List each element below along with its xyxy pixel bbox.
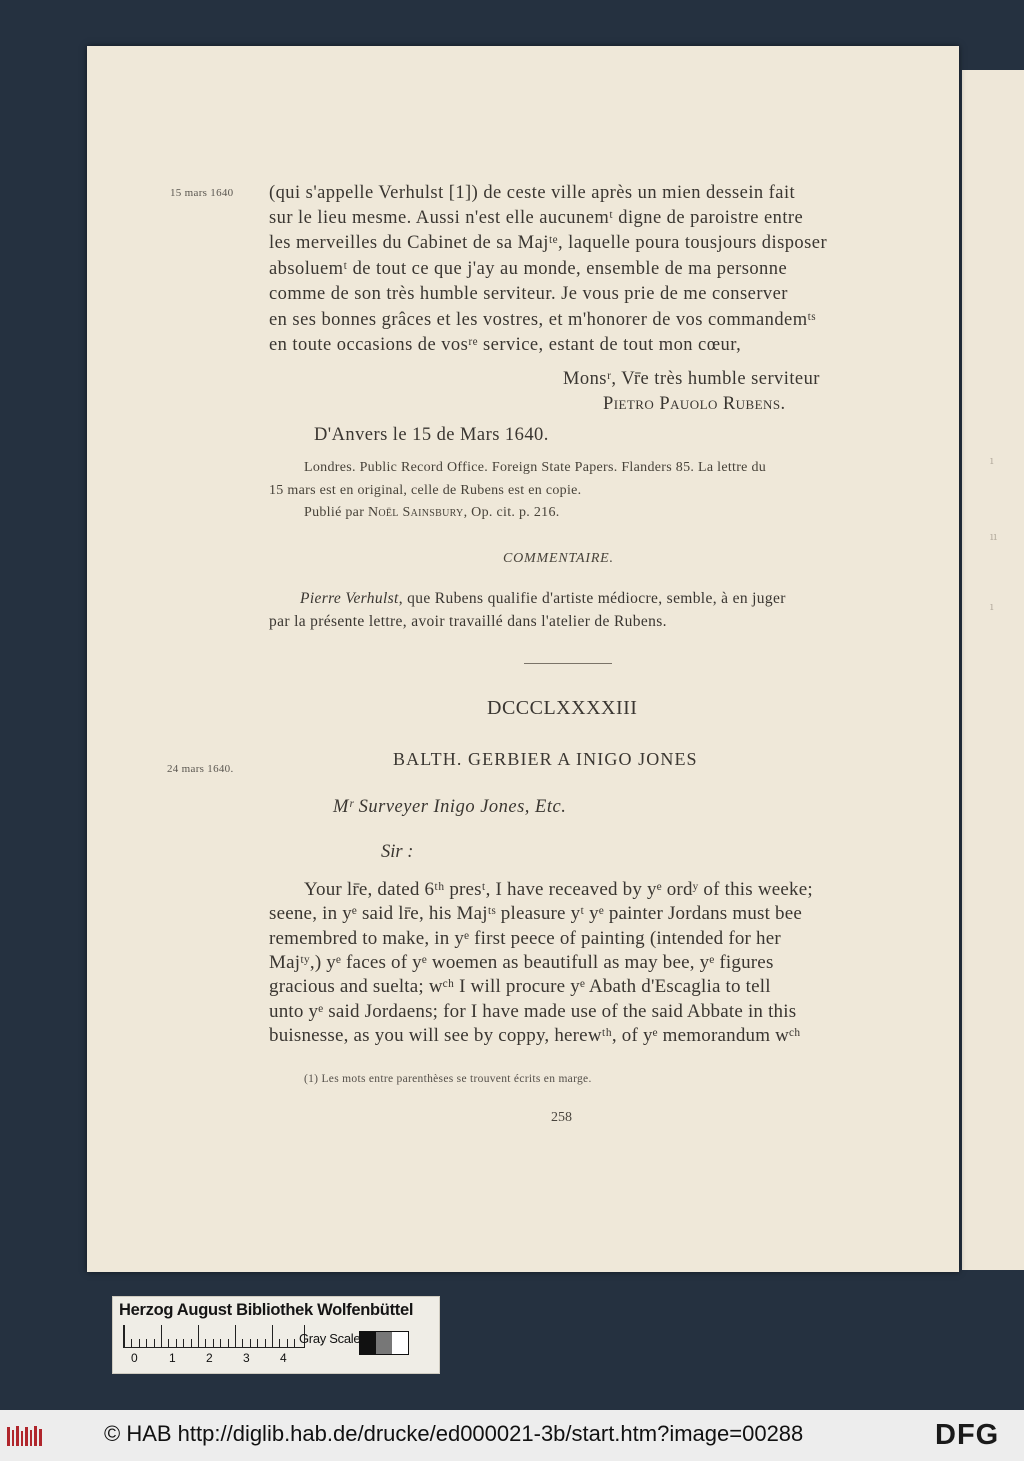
letter1-place-date: D'Anvers le 15 de Mars 1640. bbox=[314, 425, 549, 445]
commentary-heading: COMMENTAIRE. bbox=[503, 551, 614, 566]
copyright-url[interactable]: © HAB http://diglib.hab.de/drucke/ed000021-3b/start.htm?image=00288 bbox=[104, 1421, 804, 1446]
margin-date-1: 15 mars 1640 bbox=[170, 187, 234, 199]
letter1-line: en toute occasions de vosʳᵉ service, estant de tout mon cœur, bbox=[269, 335, 742, 355]
adjacent-page-edge: ı ıı ı bbox=[962, 70, 1024, 1270]
published-suffix: , Op. cit. p. 216. bbox=[463, 505, 560, 520]
letter-salutation: Sir : bbox=[381, 842, 414, 862]
margin-date-2: 24 mars 1640. bbox=[167, 763, 234, 775]
letter2-line: Your lr̄e, dated 6ᵗʰ presᵗ, I have receaved by yᵉ ordʸ of this weeke; bbox=[304, 879, 813, 900]
hab-logo-icon bbox=[6, 1424, 46, 1448]
letter1-line: (qui s'appelle Verhulst [1]) de ceste ville après un mien dessein fait bbox=[269, 183, 796, 203]
letter2-line: unto yᵉ said Jordaens; for I have made use of the said Abbate in this bbox=[269, 1001, 797, 1022]
library-color-card bbox=[112, 1296, 440, 1374]
commentary-line bbox=[300, 590, 786, 608]
letter1-line: absoluemᵗ de tout ce que j'ay au monde, ensemble de ma personne bbox=[269, 259, 788, 279]
ruler-number: 3 bbox=[243, 1351, 250, 1365]
letter2-line: Majᵗʸ,) yᵉ faces of yᵉ woemen as beautifull as may bee, yᵉ figures bbox=[269, 952, 774, 973]
letter2-line: gracious and suelta; wᶜʰ I will procure yᵉ Abath d'Escaglia to tell bbox=[269, 976, 771, 997]
published-note bbox=[304, 505, 560, 521]
letter1-signature: Pietro Pauolo Rubens. bbox=[603, 394, 786, 414]
dfg-logo: DFG bbox=[935, 1419, 1000, 1451]
gray-scale-label: Gray Scale bbox=[299, 1331, 361, 1346]
letter-number: DCCCLXXXXIII bbox=[487, 697, 638, 719]
scale-ruler bbox=[123, 1325, 305, 1348]
letter1-line: les merveilles du Cabinet de sa Majᵗᵉ, laquelle poura tousjours disposer bbox=[269, 233, 828, 253]
section-divider bbox=[524, 663, 612, 664]
commentary-line-2: par la présente lettre, avoir travaillé dans l'atelier de Rubens. bbox=[269, 613, 667, 630]
ruler-number: 0 bbox=[131, 1351, 138, 1365]
letter1-line: sur le lieu mesme. Aussi n'est elle aucunemᵗ digne de paroistre entre bbox=[269, 208, 804, 228]
ruler-number: 1 bbox=[169, 1351, 176, 1365]
commentary-name: Pierre Verhulst bbox=[300, 590, 399, 607]
footnote: (1) Les mots entre parenthèses se trouvent écrits en marge. bbox=[304, 1073, 592, 1085]
viewer-footer bbox=[0, 1410, 1024, 1461]
source-note-line: 15 mars est en original, celle de Rubens est en copie. bbox=[269, 483, 582, 498]
page-number: 258 bbox=[551, 1110, 572, 1125]
library-name: Herzog August Bibliothek Wolfenbüttel bbox=[119, 1301, 414, 1319]
book-page bbox=[87, 46, 959, 1272]
source-note-line: Londres. Public Record Office. Foreign State Papers. Flanders 85. La lettre du bbox=[304, 460, 767, 475]
published-author: Noël Sainsbury bbox=[367, 505, 464, 520]
ruler-number: 4 bbox=[280, 1351, 287, 1365]
gray-scale-swatches bbox=[359, 1331, 409, 1355]
commentary-text: , que Rubens qualifie d'artiste médiocre, semble, à en juger bbox=[398, 590, 786, 607]
letter1-line: en ses bonnes grâces et les vostres, et m'honorer de vos commandemᵗˢ bbox=[269, 310, 816, 330]
letter1-line: comme de son très humble serviteur. Je vous prie de me conserver bbox=[269, 284, 788, 304]
letter2-line: remembred to make, in yᵉ first peece of painting (intended for her bbox=[269, 928, 781, 949]
letter2-line: buisnesse, as you will see by coppy, herewᵗʰ, of yᵉ memorandum wᶜʰ bbox=[269, 1025, 801, 1046]
letter1-closing: Monsʳ, Vr̄e très humble serviteur bbox=[563, 369, 820, 389]
published-prefix: Publié par bbox=[304, 505, 365, 520]
letter-title: BALTH. GERBIER A INIGO JONES bbox=[393, 749, 698, 769]
letter2-line: seene, in yᵉ said lr̄e, his Majᵗˢ pleasure yᵗ yᵉ painter Jordans must bee bbox=[269, 903, 803, 924]
ruler-number: 2 bbox=[206, 1351, 213, 1365]
letter-addressee: Mʳ Surveyer Inigo Jones, Etc. bbox=[333, 797, 567, 817]
